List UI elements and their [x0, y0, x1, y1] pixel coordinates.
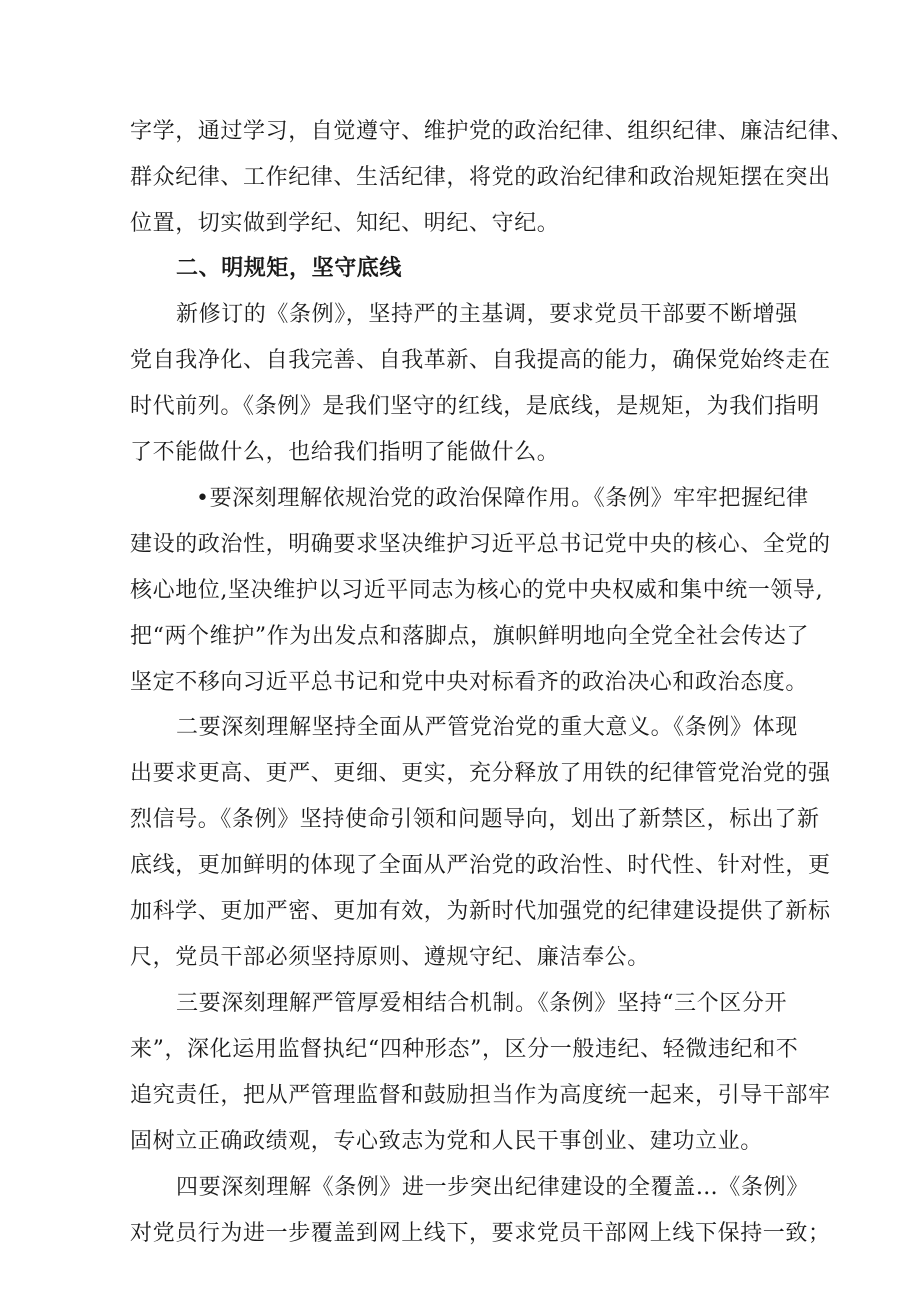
paragraph-line: 字学，通过学习，自觉遵守、维护党的政治纪律、组织纪律、廉洁纪律、: [130, 119, 854, 144]
paragraph-line: 新修订的《条例》，坚持严的主基调，要求党员干部要不断增强: [176, 302, 798, 327]
paragraph-line: 群众纪律、工作纪律、生活纪律，将党的政治纪律和政治规矩摆在突出: [130, 165, 831, 190]
paragraph-line: 追究责任，把从严管理监督和鼓励担当作为高度统一起来，引导干部牢: [130, 1083, 831, 1108]
paragraph-line: 烈信号。《条例》坚持使命引领和问题导向，划出了新禁区，标出了新: [130, 807, 820, 832]
paragraph-line: 对党员行为进一步覆盖到网上线下，要求党员干部网上线下保持一致；: [130, 1221, 831, 1246]
paragraph-line: •要深刻理解依规治党的政治保障作用。《条例》牢牢把握纪律: [196, 486, 809, 511]
paragraph-line: 党自我净化、自我完善、自我革新、自我提高的能力，确保党始终走在: [130, 348, 831, 373]
paragraph-line: 尺，党员干部必须坚持原则、遵规守纪、廉洁奉公。: [130, 945, 650, 970]
paragraph-line: 来”，深化运用监督执纪“四种形态”，区分一般违纪、轻微违纪和不: [130, 1037, 799, 1062]
paragraph-line: 坚定不移向习近平总书记和党中央对标看齐的政治决心和政治态度。: [130, 670, 809, 695]
paragraph-line: 底线，更加鲜明的体现了全面从严治党的政治性、时代性、针对性，更: [130, 853, 831, 878]
paragraph-line: 加科学、更加严密、更加有效，为新时代加强党的纪律建设提供了新标: [130, 899, 831, 924]
paragraph-line: 位置，切实做到学纪、知纪、明纪、守纪。: [130, 211, 560, 236]
paragraph-line: 固树立正确政绩观，专心致志为党和人民干事创业、建功立业。: [130, 1129, 763, 1154]
section-heading: 二、明规矩，坚守底线: [176, 256, 403, 281]
paragraph-line: 三要深刻理解严管厚爱相结合机制。《条例》坚持“三个区分开: [176, 991, 788, 1016]
paragraph-line: 时代前列。《条例》是我们坚守的红线，是底线，是规矩，为我们指明: [130, 394, 820, 419]
paragraph-line: 出要求更高、更严、更细、更实，充分释放了用铁的纪律管党治党的强: [130, 761, 831, 786]
paragraph-line: 核心地位,坚决维护以习近平同志为核心的党中央权威和集中统一领导,: [130, 578, 824, 603]
paragraph-line: 建设的政治性，明确要求坚决维护习近平总书记党中央的核心、全党的: [130, 532, 831, 557]
paragraph-line: 四要深刻理解《条例》进一步突出纪律建设的全覆盖…《条例》: [176, 1175, 809, 1200]
paragraph-line: 了不能做什么，也给我们指明了能做什么。: [130, 440, 560, 465]
paragraph-line: 把“两个维护”作为出发点和落脚点，旗帜鲜明地向全党全社会传达了: [130, 624, 810, 649]
paragraph-line: 二要深刻理解坚持全面从严管党治党的重大意义。《条例》体现: [176, 715, 798, 740]
